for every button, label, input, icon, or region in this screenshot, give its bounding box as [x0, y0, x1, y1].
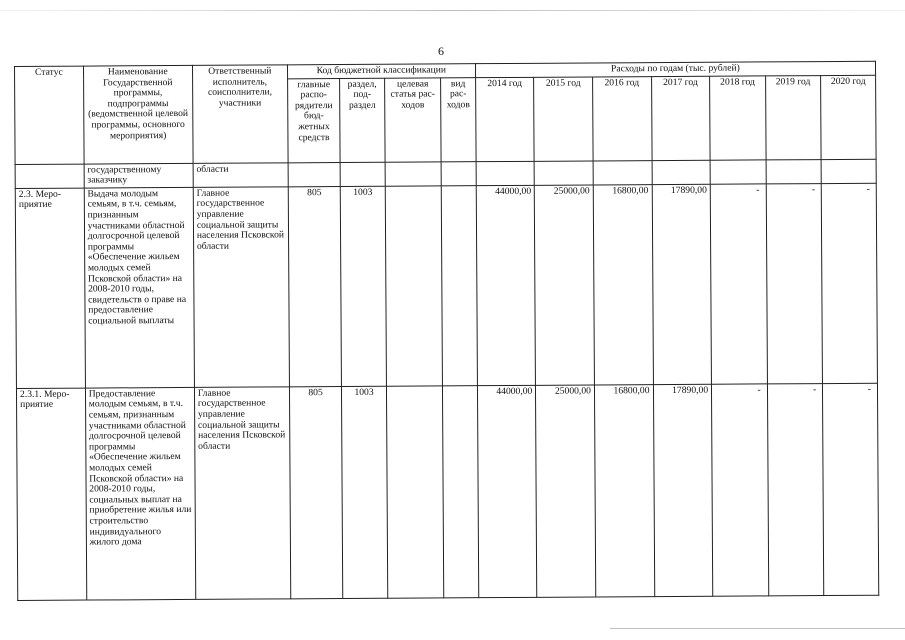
header-status: Статус — [15, 66, 84, 164]
row-value-2018: - — [712, 384, 769, 596]
row-value-2020: - — [821, 183, 877, 383]
row-expense-type — [443, 385, 479, 597]
row-value-2017: 17890,00 — [653, 384, 713, 596]
header-year-2015: 2015 год — [534, 77, 593, 161]
continuation-name: государственному заказчику — [84, 163, 193, 188]
header-expenses: Расходы по годам (тыс. рублей) — [475, 61, 875, 77]
row-value-2019: - — [767, 383, 824, 595]
header-target-article: целевая статья рас-ходов — [384, 77, 441, 161]
table-row — [16, 383, 878, 600]
header-name: Наименование Государственной программы, подпрограммы (ведомственной целевой программы, основного мероприятия) — [83, 65, 193, 163]
budget-table — [14, 61, 879, 601]
row-value-2016: 16800,00 — [593, 184, 653, 384]
header-responsible: Ответственный исполнитель, соисполнители, участники — [192, 65, 288, 163]
page-number: 6 — [438, 44, 444, 58]
header-expense-type: вид рас-ходов — [441, 77, 476, 161]
continuation-responsible: области — [193, 162, 288, 187]
row-value-2015: 25000,00 — [535, 185, 595, 385]
header-year-2019: 2019 год — [765, 75, 821, 159]
header-year-2020: 2020 год — [821, 75, 876, 159]
row-value-2014: 44000,00 — [476, 185, 536, 385]
row-expense-type — [442, 185, 478, 385]
row-section: 1003 — [342, 386, 388, 598]
scan-edge-line — [610, 628, 905, 629]
row-value-2020: - — [823, 383, 879, 595]
row-name: Предоставление молодым семьям, в т.ч. семьям, признанным участниками областной долгосрочной целевой программы «Обеспечение жильем молодых семей Псковской области» на 2008-2010 годы, социальных выплат на приобретение жилья или строительство индивидуального жилого дома — [85, 387, 195, 600]
row-value-2016: 16800,00 — [594, 384, 654, 596]
row-status: 2.3. Меро-приятие — [15, 188, 85, 388]
header-year-2014: 2014 год — [475, 77, 534, 161]
row-section: 1003 — [341, 186, 387, 386]
row-responsible: Главное государственное управление социальной защиты населения Псковской области — [194, 387, 290, 600]
row-target-article — [386, 386, 444, 598]
row-main-manager: 805 — [289, 386, 343, 598]
row-name: Выдача молодым семьям, в т.ч. семьям, признанным участниками областной долгосрочной целевой программы «Обеспечение жильем молодых семей Псковской области» на 2008-2010 годы, свидетельств о праве на предоставление социальной выплаты — [84, 187, 194, 388]
row-value-2017: 17890,00 — [652, 184, 712, 384]
scan-edge-line — [0, 10, 905, 11]
header-section: раздел, под-раздел — [340, 78, 385, 162]
row-value-2014: 44000,00 — [477, 385, 537, 597]
row-status: 2.3.1. Меро-приятие — [16, 388, 86, 600]
row-target-article — [385, 186, 443, 386]
header-year-2017: 2017 год — [651, 76, 710, 160]
row-value-2018: - — [710, 184, 767, 384]
header-year-2016: 2016 год — [592, 76, 651, 160]
header-budget-code: Код бюджетной классификации — [287, 64, 475, 79]
header-year-2018: 2018 год — [710, 76, 766, 160]
row-value-2015: 25000,00 — [536, 385, 596, 597]
row-main-manager: 805 — [288, 186, 342, 386]
header-main-managers: главные распо-рядители бюд-жетных средств — [287, 78, 340, 162]
table-row — [15, 183, 877, 388]
row-value-2019: - — [766, 183, 823, 383]
row-responsible: Главное государственное управление социальной защиты населения Псковской области — [193, 187, 289, 388]
